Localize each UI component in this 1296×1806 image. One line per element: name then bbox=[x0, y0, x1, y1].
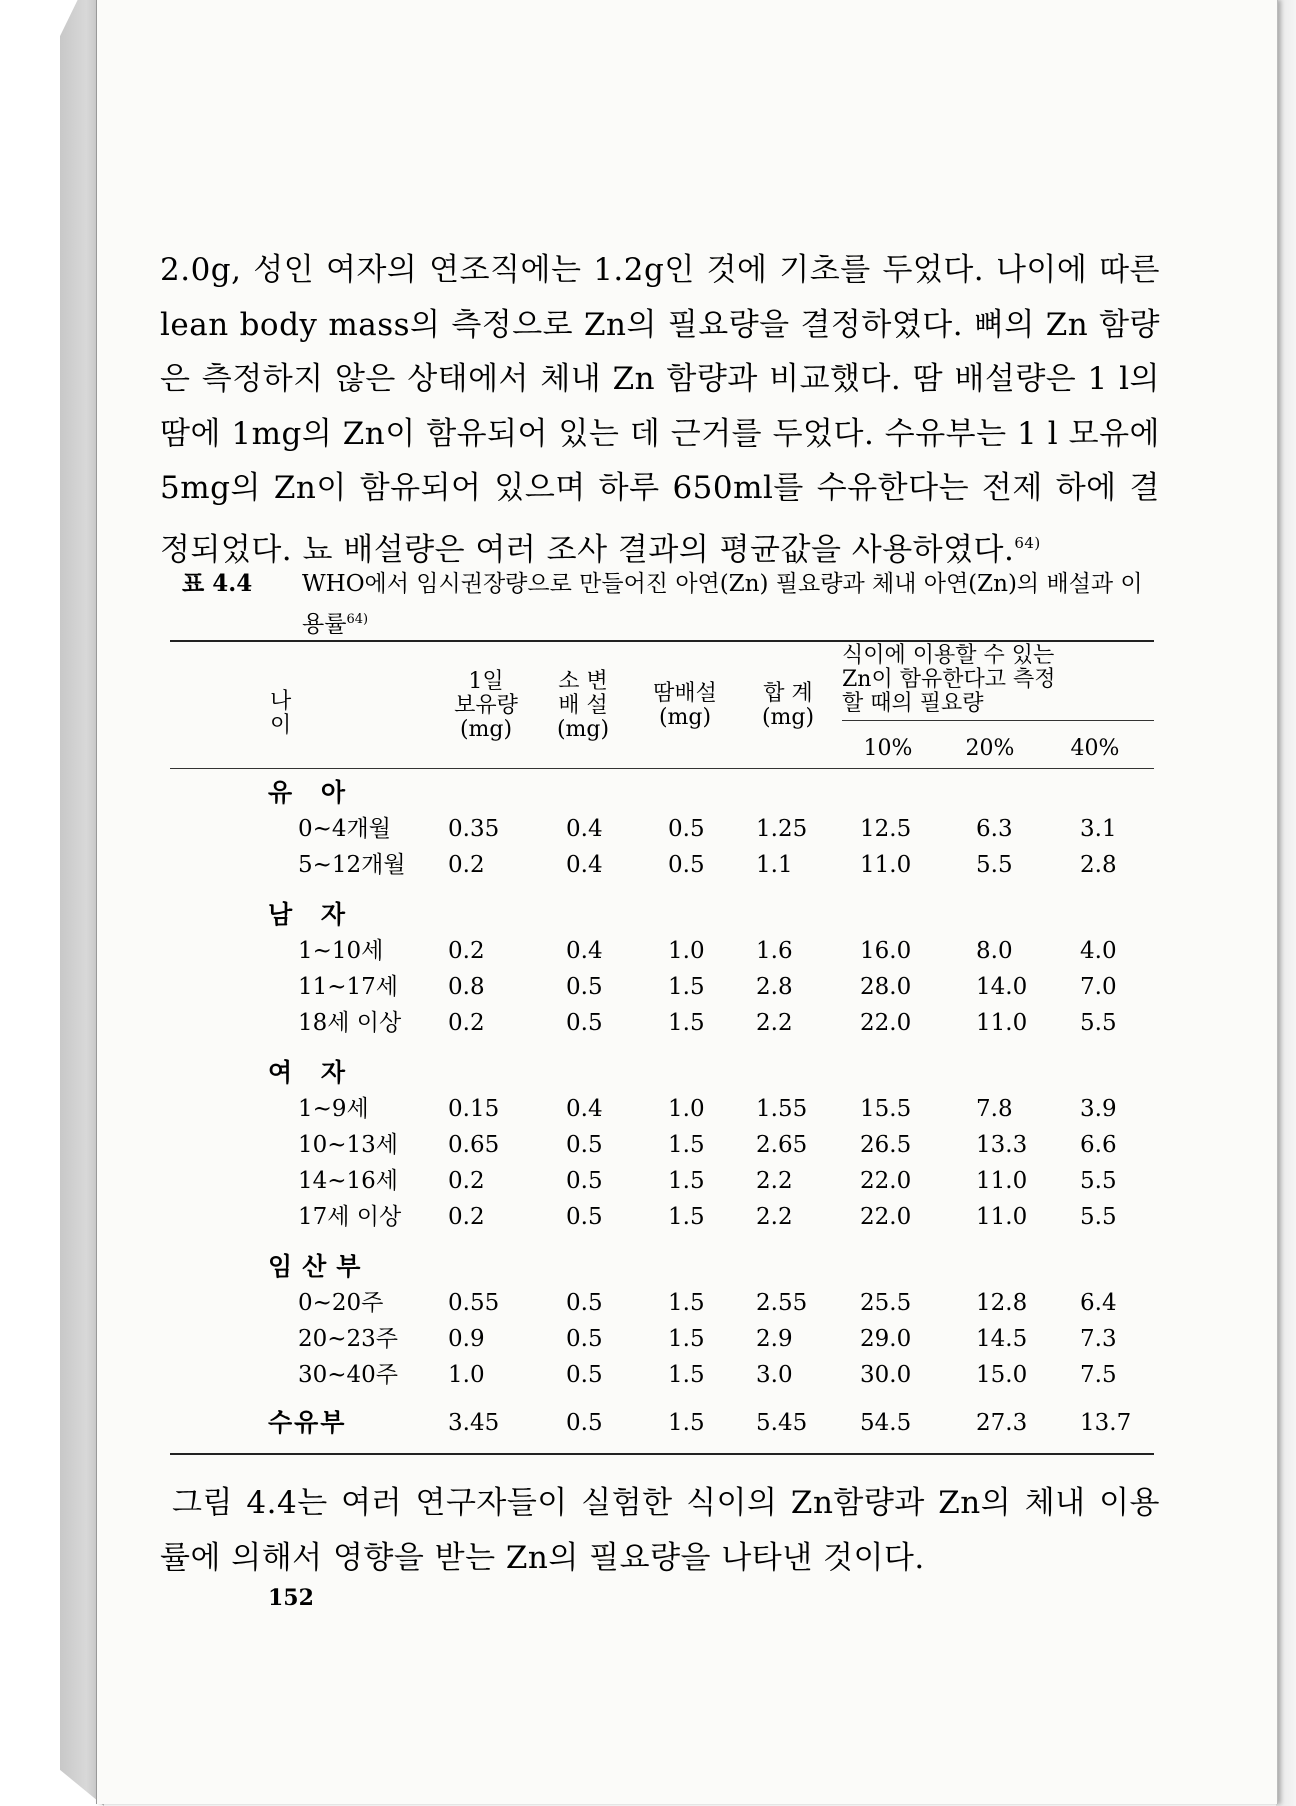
table-row bbox=[268, 811, 1158, 847]
table-row bbox=[268, 1091, 1158, 1127]
cell-20pct: 5.5 bbox=[976, 852, 1013, 878]
cell-urine: 0.5 bbox=[566, 1410, 603, 1436]
cell-40pct: 4.0 bbox=[1080, 938, 1117, 964]
cell-10pct: 22.0 bbox=[860, 1168, 912, 1194]
header-sub-rule bbox=[842, 720, 1154, 721]
cell-20pct: 15.0 bbox=[976, 1362, 1028, 1388]
header-10pct: 10% bbox=[863, 736, 913, 761]
cell-body: 0.2 bbox=[448, 852, 485, 878]
cell-total: 2.55 bbox=[756, 1290, 808, 1316]
cell-total: 5.45 bbox=[756, 1410, 808, 1436]
cell-age: 17세 이상 bbox=[298, 1204, 402, 1230]
table-row-lactating bbox=[268, 1405, 1158, 1441]
page-number: 152 bbox=[268, 1585, 314, 1611]
cell-body: 0.2 bbox=[448, 938, 485, 964]
cell-sweat: 1.5 bbox=[668, 1204, 705, 1230]
cell-10pct: 22.0 bbox=[860, 1204, 912, 1230]
cell-urine: 0.4 bbox=[566, 852, 603, 878]
reference-superscript: 64) bbox=[1014, 533, 1041, 552]
cell-40pct: 13.7 bbox=[1080, 1410, 1132, 1436]
header-requirement: 식이에 이용할 수 있는 Zn이 함유한다고 측정 할 때의 필요량 bbox=[842, 643, 1056, 716]
table-row bbox=[268, 847, 1158, 883]
cell-body: 1.0 bbox=[448, 1362, 485, 1388]
cell-10pct: 11.0 bbox=[860, 852, 912, 878]
cell-10pct: 30.0 bbox=[860, 1362, 912, 1388]
cell-sweat: 1.5 bbox=[668, 1326, 705, 1352]
cell-sweat: 1.5 bbox=[668, 1410, 705, 1436]
cell-20pct: 14.0 bbox=[976, 974, 1028, 1000]
cell-total: 2.2 bbox=[756, 1010, 793, 1036]
cell-total: 1.1 bbox=[756, 852, 793, 878]
cell-10pct: 26.5 bbox=[860, 1132, 912, 1158]
cell-total: 1.6 bbox=[756, 938, 793, 964]
cell-40pct: 5.5 bbox=[1080, 1204, 1117, 1230]
cell-body: 0.65 bbox=[448, 1132, 500, 1158]
header-20pct: 20% bbox=[965, 736, 1015, 761]
table-title-text: WHO에서 임시권장량으로 만들어진 아연(Zn) 필요량과 체내 아연(Zn)의 배설과 이용률 bbox=[302, 571, 1143, 638]
body-paragraph-top bbox=[160, 243, 1160, 577]
cell-10pct: 25.5 bbox=[860, 1290, 912, 1316]
cell-10pct: 29.0 bbox=[860, 1326, 912, 1352]
cell-age: 20~23주 bbox=[298, 1326, 399, 1352]
cell-20pct: 11.0 bbox=[976, 1010, 1028, 1036]
cell-40pct: 5.5 bbox=[1080, 1010, 1117, 1036]
table-title-ref: 64) bbox=[346, 612, 369, 627]
cell-total: 1.25 bbox=[756, 816, 808, 842]
header-age: 나이 bbox=[270, 689, 328, 738]
cell-20pct: 27.3 bbox=[976, 1410, 1028, 1436]
cell-20pct: 13.3 bbox=[976, 1132, 1028, 1158]
cell-10pct: 15.5 bbox=[860, 1096, 912, 1122]
table-row bbox=[268, 1321, 1158, 1357]
cell-age: 18세 이상 bbox=[298, 1010, 402, 1036]
header-body-retention: 1일 보유량 (mg) bbox=[454, 669, 518, 742]
group-infant: 유 아 bbox=[268, 778, 356, 807]
cell-age: 5~12개월 bbox=[298, 852, 406, 878]
cell-body: 0.55 bbox=[448, 1290, 500, 1316]
header-bottom-rule bbox=[170, 768, 1154, 769]
header-40pct: 40% bbox=[1070, 736, 1120, 761]
cell-age: 0~4개월 bbox=[298, 816, 391, 842]
header-sweat: 땀배설 (mg) bbox=[653, 681, 717, 730]
cell-sweat: 1.0 bbox=[668, 938, 705, 964]
cell-40pct: 2.8 bbox=[1080, 852, 1117, 878]
cell-40pct: 5.5 bbox=[1080, 1168, 1117, 1194]
cell-urine: 0.4 bbox=[566, 938, 603, 964]
cell-10pct: 22.0 bbox=[860, 1010, 912, 1036]
cell-sweat: 0.5 bbox=[668, 852, 705, 878]
cell-total: 2.8 bbox=[756, 974, 793, 1000]
cell-20pct: 8.0 bbox=[976, 938, 1013, 964]
table-body bbox=[268, 775, 1158, 1441]
cell-urine: 0.5 bbox=[566, 1290, 603, 1316]
cell-urine: 0.5 bbox=[566, 1362, 603, 1388]
cell-40pct: 6.4 bbox=[1080, 1290, 1117, 1316]
cell-total: 1.55 bbox=[756, 1096, 808, 1122]
body-paragraph-bottom: 그림 4.4는 여러 연구자들이 실험한 식이의 Zn함량과 Zn의 체내 이용률에 의해서 영향을 받는 Zn의 필요량을 나타낸 것이다. bbox=[160, 1485, 1160, 1576]
cell-20pct: 14.5 bbox=[976, 1326, 1028, 1352]
group-female: 여 자 bbox=[268, 1058, 356, 1087]
cell-body: 0.2 bbox=[448, 1204, 485, 1230]
table-row bbox=[268, 1127, 1158, 1163]
table-row bbox=[268, 933, 1158, 969]
cell-body: 3.45 bbox=[448, 1410, 500, 1436]
table-top-rule bbox=[170, 640, 1154, 642]
cell-body: 0.35 bbox=[448, 816, 500, 842]
table-row bbox=[268, 1163, 1158, 1199]
cell-sweat: 1.5 bbox=[668, 1010, 705, 1036]
cell-40pct: 6.6 bbox=[1080, 1132, 1117, 1158]
cell-age: 10~13세 bbox=[298, 1132, 399, 1158]
cell-10pct: 12.5 bbox=[860, 816, 912, 842]
cell-sweat: 1.5 bbox=[668, 1132, 705, 1158]
table-row bbox=[268, 1285, 1158, 1321]
cell-urine: 0.5 bbox=[566, 1132, 603, 1158]
cell-total: 3.0 bbox=[756, 1362, 793, 1388]
cell-sweat: 1.5 bbox=[668, 974, 705, 1000]
cell-20pct: 7.8 bbox=[976, 1096, 1013, 1122]
table-title bbox=[302, 566, 1152, 643]
table-label: 표 4.4 bbox=[182, 570, 253, 597]
cell-sweat: 0.5 bbox=[668, 816, 705, 842]
table-caption bbox=[182, 566, 1162, 643]
cell-urine: 0.4 bbox=[566, 816, 603, 842]
cell-20pct: 11.0 bbox=[976, 1168, 1028, 1194]
paragraph-text: 2.0g, 성인 여자의 연조직에는 1.2g인 것에 기초를 두었다. 나이에 따른 lean body mass의 측정으로 Zn의 필요량을 결정하였다. 뼈의 Zn 함량은 측정하지 않은 상태에서 체내 Zn 함량과 비교했다. 땀 배설량은 1 l의 땀에 1mg의 Zn이 함유되어 있는 데 근거를 두었다. 수유부는 1 l 모유에 5mg의 Zn이 함유되어 있으며 하루 650ml를 수유한다는 전제 하에 결정되었다. 뇨 배설량은 여러 조사 결과의 평균값을 사용하였다. bbox=[160, 252, 1160, 568]
cell-age: 1~9세 bbox=[298, 1096, 369, 1122]
table-row bbox=[268, 1005, 1158, 1041]
cell-urine: 0.5 bbox=[566, 1326, 603, 1352]
table-row bbox=[268, 969, 1158, 1005]
cell-sweat: 1.5 bbox=[668, 1362, 705, 1388]
cell-body: 0.8 bbox=[448, 974, 485, 1000]
header-total: 합 계 (mg) bbox=[761, 681, 815, 730]
cell-age: 30~40주 bbox=[298, 1362, 399, 1388]
cell-age: 0~20주 bbox=[298, 1290, 384, 1316]
cell-40pct: 7.5 bbox=[1080, 1362, 1117, 1388]
cell-body: 0.2 bbox=[448, 1010, 485, 1036]
cell-40pct: 7.3 bbox=[1080, 1326, 1117, 1352]
cell-20pct: 11.0 bbox=[976, 1204, 1028, 1230]
page-edge bbox=[1276, 0, 1296, 1806]
cell-40pct: 3.9 bbox=[1080, 1096, 1117, 1122]
cell-total: 2.2 bbox=[756, 1168, 793, 1194]
cell-body: 0.2 bbox=[448, 1168, 485, 1194]
cell-age: 11~17세 bbox=[298, 974, 399, 1000]
cell-10pct: 28.0 bbox=[860, 974, 912, 1000]
cell-age: 1~10세 bbox=[298, 938, 384, 964]
cell-body: 0.15 bbox=[448, 1096, 500, 1122]
cell-urine: 0.5 bbox=[566, 1204, 603, 1230]
cell-sweat: 1.5 bbox=[668, 1168, 705, 1194]
cell-sweat: 1.0 bbox=[668, 1096, 705, 1122]
table-row bbox=[268, 1199, 1158, 1235]
cell-20pct: 12.8 bbox=[976, 1290, 1028, 1316]
group-male: 남 자 bbox=[268, 900, 356, 929]
table-bottom-rule bbox=[170, 1453, 1154, 1455]
cell-total: 2.65 bbox=[756, 1132, 808, 1158]
table-row bbox=[268, 1357, 1158, 1393]
group-lactating: 수유부 bbox=[268, 1408, 347, 1437]
cell-10pct: 54.5 bbox=[860, 1410, 912, 1436]
cell-urine: 0.5 bbox=[566, 974, 603, 1000]
cell-urine: 0.4 bbox=[566, 1096, 603, 1122]
cell-body: 0.9 bbox=[448, 1326, 485, 1352]
cell-sweat: 1.5 bbox=[668, 1290, 705, 1316]
cell-40pct: 7.0 bbox=[1080, 974, 1117, 1000]
cell-20pct: 6.3 bbox=[976, 816, 1013, 842]
cell-10pct: 16.0 bbox=[860, 938, 912, 964]
cell-urine: 0.5 bbox=[566, 1168, 603, 1194]
group-pregnant: 임산부 bbox=[268, 1252, 371, 1281]
cell-age: 14~16세 bbox=[298, 1168, 399, 1194]
cell-total: 2.9 bbox=[756, 1326, 793, 1352]
header-urine: 소 변 배 설 (mg) bbox=[556, 669, 610, 742]
cell-total: 2.2 bbox=[756, 1204, 793, 1230]
cell-40pct: 3.1 bbox=[1080, 816, 1117, 842]
cell-urine: 0.5 bbox=[566, 1010, 603, 1036]
